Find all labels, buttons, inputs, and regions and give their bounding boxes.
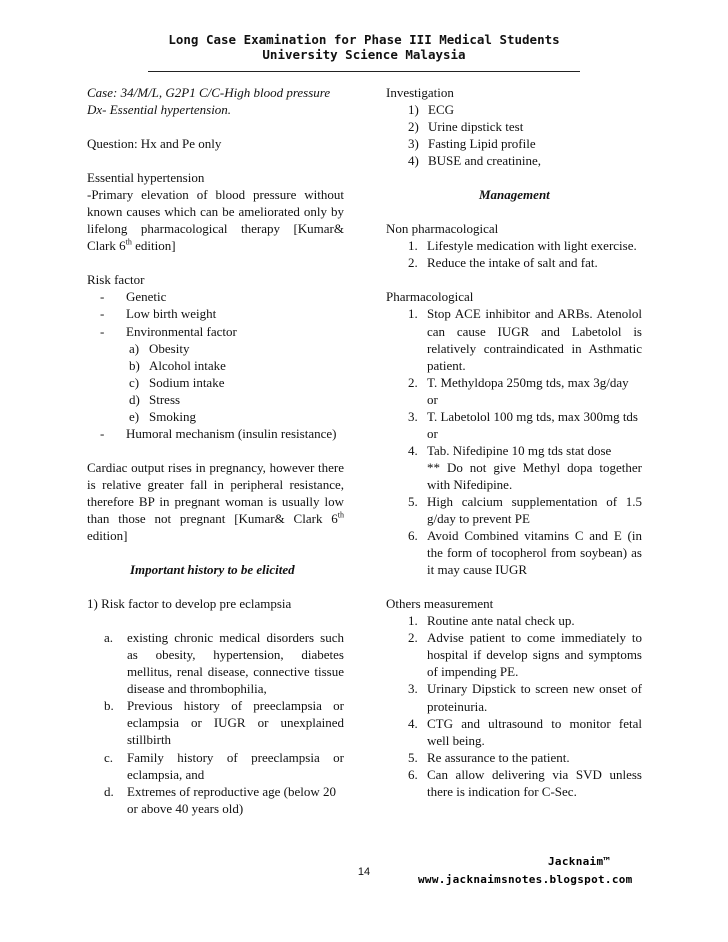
investigation-title: Investigation [386,85,454,100]
cardiac-output-line: than those not pregnant [Kumar& Clark 6th [87,510,344,526]
document-subtitle: University Science Malaysia [262,47,466,62]
risk-item: - Humoral mechanism (insulin resistance) [100,425,337,441]
pharm-item-2: 2. T. Methyldopa 250mg tds, max 3g/day [408,374,629,390]
right-column: Investigation 1) ECG 2) Urine dipstick test 3) Fasting Lipid profile 4) BUSE and creatinine, Management Non pharmacological 1. Lifestyle medication with light exercise. 2. Reduce the intake of salt and fat. Pharmacological 1. Stop ACE inhibitor and ARBs. Atenolol can cause IUGR and Labetolol is relatively contraindicated in Asthmatic patient. 2. T. Methyldopa 250mg tds, max 3g/day or 3. T. Labetolol 100 mg tds, max 300mg tds or 4. Tab. Nifedipine 10 mg tds stat dose ** Do not give Methyl dopa together with Nifedipine. 5. High calcium supplementation of 1.5 g/day to prevent PE 6. Avoid Combined vitamins C and E (in the form of tocopherol from soybean) as it may cause IUGR Others measurement 1. Routine ante natal check up. 2. Advise patient to come immediately to hospital if develop signs and symptoms of impending PE. 3. Urinary Dipstick to screen new onset of proteinuria. 4. CTG and ultrasound to monitor fetal well being. 5. Re assurance to the patient. 6. Can allow delivering via SVD unless there is indication for C-Sec. [386,85,642,799]
investigation-item: 4) BUSE and creatinine, [408,153,541,169]
important-history-heading: Important history to be elicited [130,562,295,578]
risk-subitem: b) Alcohol intake [129,357,226,373]
risk-subitem: e) Smoking [129,408,196,424]
header-divider [148,71,580,72]
left-column: Case: 34/M/L, G2P1 C/C-High blood pressure Dx- Essential hypertension. Question: Hx and Pe only Essential hypertension -Primary elevation of blood pressure without known causes which can be ameliorated only by lifelong pharmacological therapy [Kumar& Clark 6th edition] Risk factor - Genetic - Low birth weight - Environmental factor a) Obesity b) Alcohol intake c) Sodium intake d) Stress e) Smoking - Humoral mechanism (insulin resistance) Cardiac output rises in pregnancy, however there is relative greater fall in peripheral resistance, therefore BP in pregnant woman is usually low than those not pregnant [Kumar& Clark 6th edition] Important history to be elicited 1) Risk factor to develop pre eclampsia a. existing chronic medical disorders such as obesity, hypertension, diabetes mellitus, renal disease, connective tissue disease and thrombophilia, b. Previous history of preeclampsia or eclampsia or IUGR or unexplained stillbirth c. Family history of preeclampsia or eclampsia, and d. Extremes of reproductive age (below 20 or above 40 years old) [87,85,344,816]
risk-item: - Low birth weight [100,306,217,322]
document-title: Long Case Examination for Phase III Medical Students [168,32,560,47]
diagnosis-line: Dx- Essential hypertension. [87,102,232,118]
brand-mark: Jacknaim™ [548,855,611,868]
pharmacological-title: Pharmacological [386,289,474,305]
pharm-item-6: 6. Avoid Combined vitamins C and E (in [408,528,642,544]
pharm-item-3: 3. T. Labetolol 100 mg tds, max 300mg tds [408,408,638,424]
history-item-a: a. existing chronic medical disorders such [104,630,344,646]
definition-line: -Primary elevation of blood pressure without [87,187,344,203]
definition-line: lifelong pharmacological therapy [Kumar& [87,221,344,237]
case-line: Case: 34/M/L, G2P1 C/C-High blood pressure [87,85,331,100]
risk-item: - Environmental factor [100,323,237,339]
pharm-item-4: 4. Tab. Nifedipine 10 mg tds stat dose [408,442,612,458]
page-number: 14 [357,866,371,878]
history-item-c: c. Family history of preeclampsia or [104,749,344,765]
others-item-5: 5. Re assurance to the patient. [408,749,570,765]
others-measurement-title: Others measurement [386,596,494,612]
non-pharm-item: 1. Lifestyle medication with light exercise. [408,238,637,254]
pharm-item-1: 1. Stop ACE inhibitor and ARBs. Atenolol [408,306,642,322]
non-pharm-item: 2. Reduce the intake of salt and fat. [408,255,598,271]
risk-preeclampsia-title: 1) Risk factor to develop pre eclampsia [87,596,292,612]
risk-subitem: a) Obesity [129,340,190,356]
risk-factor-title: Risk factor [87,272,145,288]
others-item-1: 1. Routine ante natal check up. [408,613,575,629]
investigation-item: 2) Urine dipstick test [408,119,524,135]
others-item-3: 3. Urinary Dipstick to screen new onset of [408,681,642,697]
cardiac-output-line: Cardiac output rises in pregnancy, however there [87,459,344,475]
management-heading: Management [479,187,550,203]
investigation-item: 3) Fasting Lipid profile [408,136,536,152]
pharm-item-5: 5. High calcium supplementation of 1.5 [408,493,642,509]
history-item-b: b. Previous history of preeclampsia or [104,698,344,714]
others-item-6: 6. Can allow delivering via SVD unless [408,766,642,782]
cardiac-output-line: therefore BP in pregnant woman is usually low [87,493,344,509]
others-item-4: 4. CTG and ultrasound to monitor fetal [408,715,642,731]
non-pharmacological-title: Non pharmacological [386,221,499,237]
definition-line: known causes which can be ameliorated only by [87,204,344,220]
risk-subitem: c) Sodium intake [129,374,225,390]
history-item-d: d. Extremes of reproductive age (below 20 [104,783,337,799]
question-line: Question: Hx and Pe only [87,136,222,152]
definition-title: Essential hypertension [87,170,205,186]
risk-subitem: d) Stress [129,391,181,407]
others-item-2: 2. Advise patient to come immediately to [408,630,642,646]
risk-item: - Genetic [100,289,167,305]
definition-line: Clark 6th edition] [87,238,176,254]
investigation-item: 1) ECG [408,102,454,118]
blog-url: www.jacknaimsnotes.blogspot.com [418,873,633,886]
cardiac-output-line: is relative greater fall in peripheral resistance, [87,476,344,492]
cardiac-output-line: edition] [87,528,128,544]
